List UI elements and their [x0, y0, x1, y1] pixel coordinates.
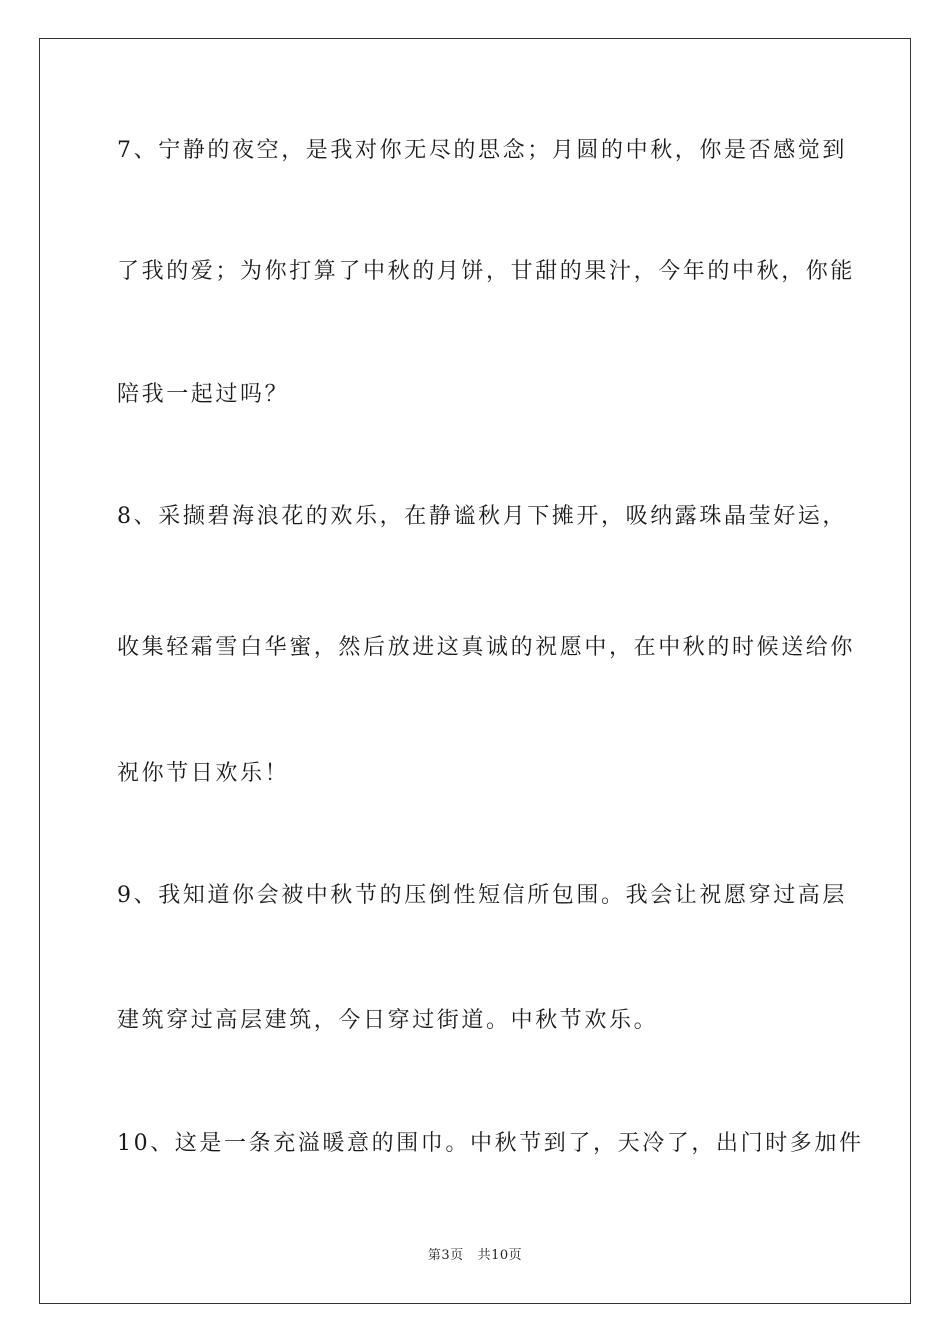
page-footer: [0, 1247, 950, 1265]
page-number: 第3页: [427, 1248, 464, 1263]
text-line: 收集轻霜雪白华蜜，然后放进这真诚的祝愿中，在中秋的时候送给你: [117, 635, 856, 660]
page-total: 共10页: [477, 1248, 523, 1263]
text-line: 建筑穿过高层建筑，今日穿过街道。中秋节欢乐。: [117, 1008, 659, 1033]
text-line: 陪我一起过吗？: [117, 382, 290, 407]
page-border: [39, 38, 911, 1304]
text-line: 10、这是一条充溢暖意的围巾。中秋节到了，天冷了，出门时多加件: [117, 1131, 864, 1156]
text-line: 9、我知道你会被中秋节的压倒性短信所包围。我会让祝愿穿过高层: [117, 883, 847, 908]
text-line: 7、宁静的夜空，是我对你无尽的思念；月圆的中秋，你是否感觉到: [117, 138, 847, 163]
text-line: 了我的爱；为你打算了中秋的月饼，甘甜的果汁，今年的中秋，你能: [117, 259, 856, 284]
text-line: 祝你节日欢乐！: [117, 761, 290, 786]
text-line: 8、采撷碧海浪花的欢乐，在静谧秋月下摊开，吸纳露珠晶莹好运，: [117, 504, 847, 529]
